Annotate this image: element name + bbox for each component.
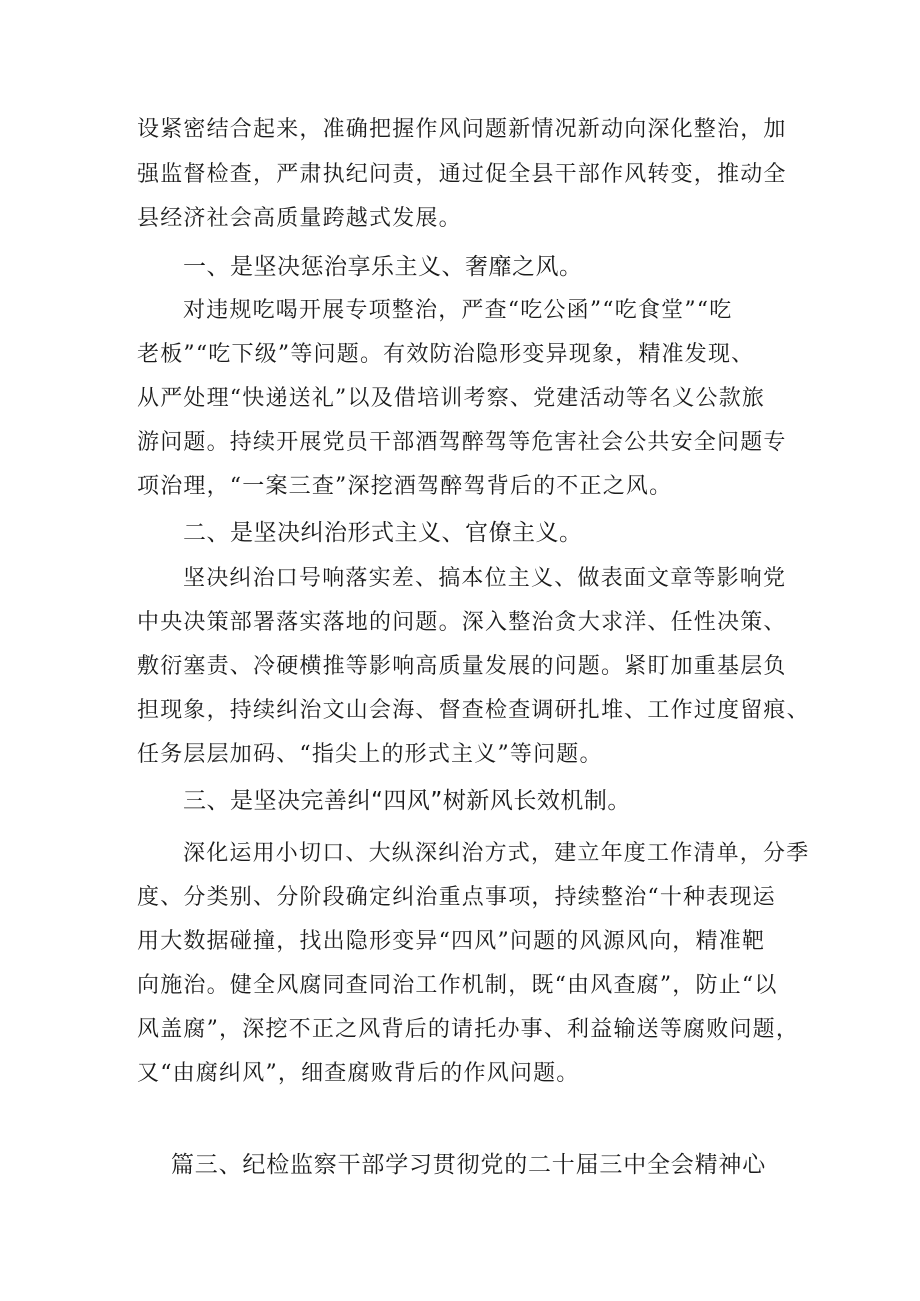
section-2-line-4: 担现象，持续纠治文山会海、督查检查调研扎堆、工作过度留痕、 bbox=[137, 698, 810, 723]
section-1-line-4: 游问题。持续开展党员干部酒驾醉驾等危害社会公共安全问题专 bbox=[137, 430, 787, 455]
section-2-line-5: 任务层层加码、“指尖上的形式主义”等问题。 bbox=[137, 742, 603, 767]
section-1-line-5: 项治理，“一案三查”深挖酒驾醉驾背后的不正之风。 bbox=[137, 474, 673, 499]
section-2-line-2: 中央决策部署落实落地的问题。深入整治贪大求洋、任性决策、 bbox=[137, 610, 787, 635]
section-2-line-1: 坚决纠治口号响落实差、搞本位主义、做表面文章等影响党 bbox=[183, 566, 787, 591]
section-2-heading: 二、是坚决纠治形式主义、官僚主义。 bbox=[183, 520, 583, 546]
intro-line-1: 设紧密结合起来，准确把握作风问题新情况新动向深化整治，加 bbox=[137, 117, 787, 142]
next-article-title: 篇三、纪检监察干部学习贯彻党的二十届三中全会精神心 bbox=[171, 1152, 766, 1178]
section-3-line-4: 向施治。健全风腐同查同治工作机制，既“由风查腐”，防止“以 bbox=[137, 973, 778, 998]
section-1-heading: 一、是坚决惩治享乐主义、奢靡之风。 bbox=[183, 254, 583, 280]
section-1-line-2: 老板”“吃下级”等问题。有效防治隐形变异现象，精准发现、 bbox=[137, 342, 755, 367]
section-2-line-3: 敷衍塞责、冷硬横推等影响高质量发展的问题。紧盯加重基层负 bbox=[137, 654, 787, 679]
section-3-line-6: 又“由腐纠风”，细查腐败背后的作风问题。 bbox=[137, 1061, 580, 1086]
section-1-line-3: 从严处理“快递送礼”以及借培训考察、党建活动等名义公款旅 bbox=[137, 386, 766, 411]
intro-line-3: 县经济社会高质量跨越式发展。 bbox=[137, 206, 462, 231]
section-3-line-5: 风盖腐”，深挖不正之风背后的请托办事、利益输送等腐败问题， bbox=[137, 1017, 800, 1042]
section-3-line-3: 用大数据碰撞，找出隐形变异“四风”问题的风源风向，精准靶 bbox=[137, 929, 766, 954]
section-3-line-1: 深化运用小切口、大纵深纠治方式，建立年度工作清单，分季 bbox=[183, 841, 810, 866]
section-3-line-2: 度、分类别、分阶段确定纠治重点事项，持续整治“十种表现运 bbox=[137, 885, 776, 910]
section-1-line-1: 对违规吃喝开展专项整治，严查“吃公函”“吃食堂”“吃 bbox=[183, 298, 733, 323]
intro-line-2: 强监督检查，严肃执纪问责，通过促全县干部作风转变，推动全 bbox=[137, 162, 787, 187]
section-3-heading: 三、是坚决完善纠“四风”树新风长效机制。 bbox=[183, 788, 631, 814]
